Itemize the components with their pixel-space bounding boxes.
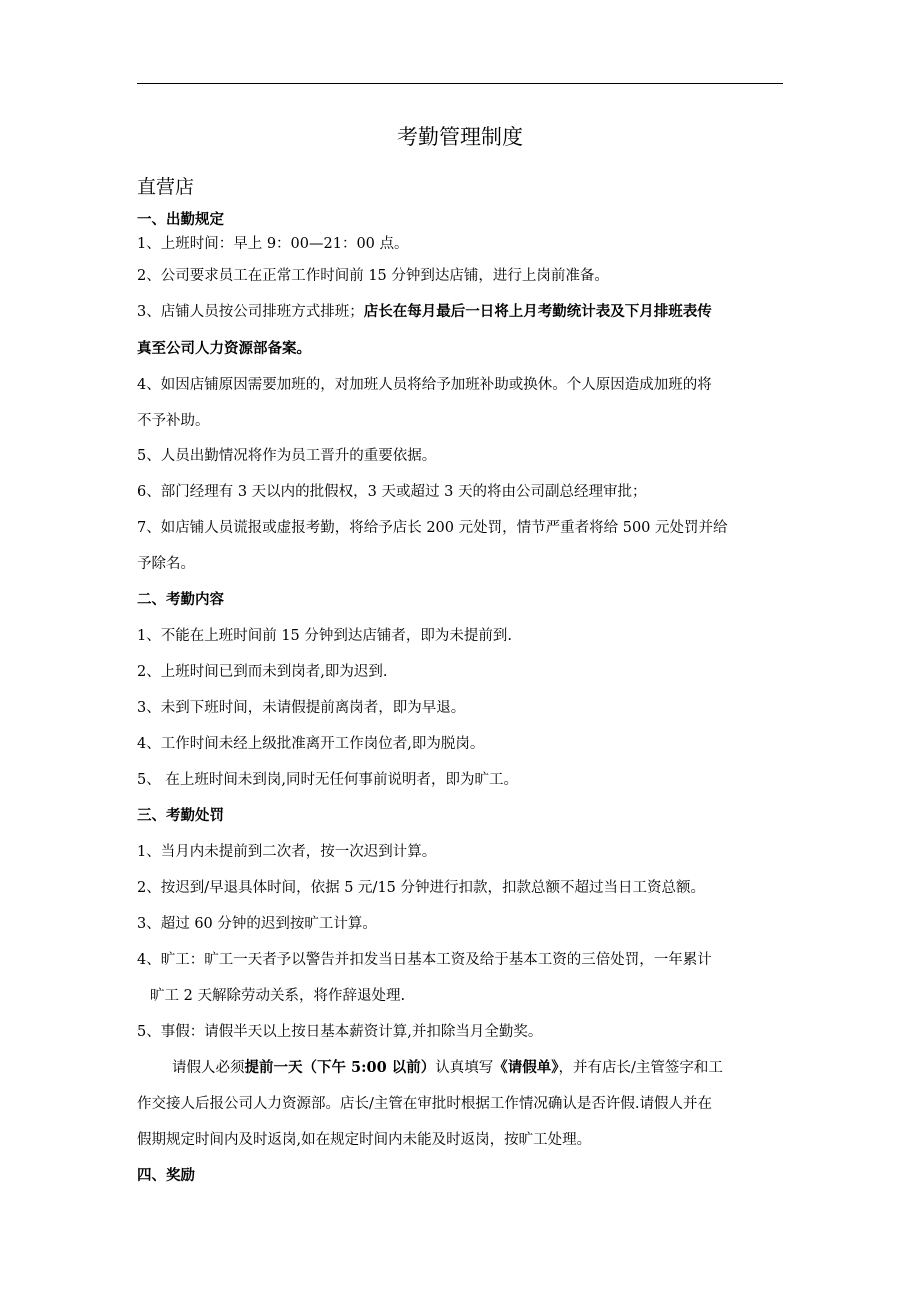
section-heading-attendance-penalties: 三、考勤处罚 xyxy=(137,807,224,824)
document-subtitle: 直营店 xyxy=(137,176,195,198)
paragraph-emphasis: 提前一天（下午 5:00 以前） xyxy=(244,1059,436,1076)
leave-paragraph-line xyxy=(172,1058,822,1078)
rule-line-continued: 真至公司人力资源部备案。 xyxy=(137,340,311,357)
leave-paragraph-line: 作交接人后报公司人力资源部。店长/主管在审批时根据工作情况确认是否许假.请假人并在 xyxy=(137,1096,712,1112)
paragraph-text: ，并有店长/主管签字和工 xyxy=(558,1060,723,1076)
rule-line: 1、上班时间：早上 9：00—21：00 点。 xyxy=(137,236,409,252)
section-heading-attendance-rules: 一、出勤规定 xyxy=(137,211,224,228)
section-heading-rewards: 四、奖励 xyxy=(137,1167,195,1184)
rule-line-continued: 不予补助。 xyxy=(137,413,210,429)
rule-text: 3、店铺人员按公司排班方式排班； xyxy=(137,304,364,320)
rule-line: 5、 在上班时间未到岗,同时无任何事前说明者，即为旷工。 xyxy=(137,772,518,788)
rule-line: 1、不能在上班时间前 15 分钟到达店铺者，即为未提前到. xyxy=(137,628,513,644)
rule-line: 3、未到下班时间，未请假提前离岗者，即为早退。 xyxy=(137,700,466,716)
rule-line: 3、超过 60 分钟的迟到按旷工计算。 xyxy=(137,916,377,932)
rule-line: 6、部门经理有 3 天以内的批假权，3 天或超过 3 天的将由公司副总经理审批； xyxy=(137,484,647,500)
document-title: 考勤管理制度 xyxy=(397,125,523,149)
paragraph-text: 认真填写 xyxy=(435,1060,494,1076)
rule-line: 4、如因店铺原因需要加班的，对加班人员将给予加班补助或换休。个人原因造成加班的将 xyxy=(137,377,712,393)
rule-line: 5、事假：请假半天以上按日基本薪资计算,并扣除当月全勤奖。 xyxy=(137,1024,543,1040)
header-rule xyxy=(137,83,783,84)
rule-emphasis: 店长在每月最后一日将上月考勤统计表及下月排班表传 xyxy=(363,303,712,320)
rule-line: 4、旷工：旷工一天者予以警告并扣发当日基本工资及给于基本工资的三倍处罚，一年累计 xyxy=(137,952,712,968)
paragraph-emphasis: 《请假单》 xyxy=(493,1059,559,1076)
rule-line xyxy=(137,302,787,322)
rule-line-continued: 予除名。 xyxy=(137,556,195,572)
rule-line: 7、如店铺人员谎报或虚报考勤，将给予店长 200 元处罚，情节严重者将给 500 元处罚并给 xyxy=(137,520,728,536)
leave-paragraph-line: 假期规定时间内及时返岗,如在规定时间内未能及时返岗，按旷工处理。 xyxy=(137,1132,592,1148)
rule-line: 1、当月内未提前到二次者，按一次迟到计算。 xyxy=(137,844,437,860)
rule-line: 5、人员出勤情况将作为员工晋升的重要依据。 xyxy=(137,448,437,464)
rule-line-continued: 旷工 2 天解除劳动关系，将作辞退处理. xyxy=(150,988,406,1004)
rule-line: 4、工作时间未经上级批准离开工作岗位者,即为脱岗。 xyxy=(137,736,485,752)
section-heading-attendance-content: 二、考勤内容 xyxy=(137,591,224,608)
paragraph-text: 请假人必须 xyxy=(172,1060,245,1076)
rule-line: 2、按迟到/早退具体时间，依据 5 元/15 分钟进行扣款，扣款总额不超过当日工资总额。 xyxy=(137,880,705,896)
rule-line: 2、公司要求员工在正常工作时间前 15 分钟到达店铺，进行上岗前准备。 xyxy=(137,268,609,284)
rule-line: 2、上班时间已到而未到岗者,即为迟到. xyxy=(137,664,388,680)
